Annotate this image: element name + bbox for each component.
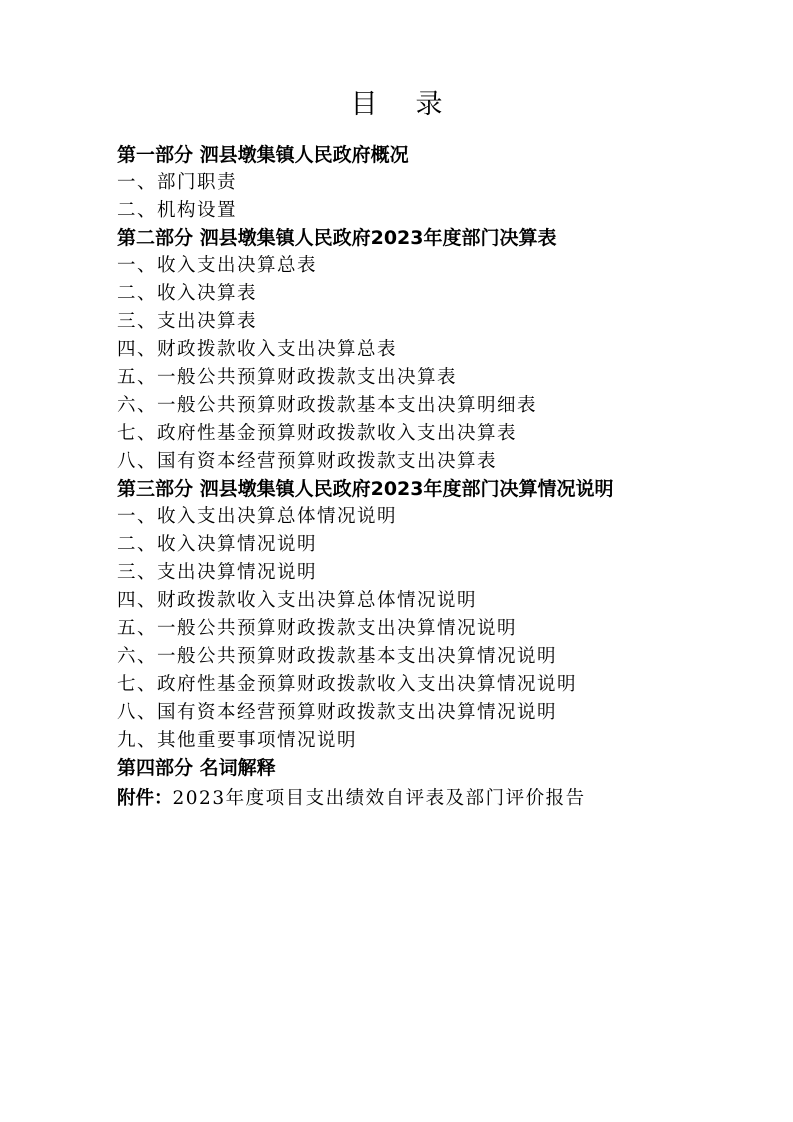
toc-item: 五、一般公共预算财政拨款支出决算情况说明	[117, 618, 518, 639]
toc-item: 五、一般公共预算财政拨款支出决算表	[117, 367, 458, 388]
toc-part-1-heading: 第一部分 泗县墩集镇人民政府概况	[117, 144, 409, 166]
toc-part-3-heading: 第三部分 泗县墩集镇人民政府2023年度部门决算情况说明	[117, 478, 614, 500]
toc-attachment	[117, 782, 677, 816]
toc-item: 三、支出决算表	[117, 311, 258, 332]
toc-item: 三、支出决算情况说明	[117, 562, 318, 583]
toc-item: 八、国有资本经营预算财政拨款支出决算表	[117, 451, 498, 472]
attachment-text: 2023年度项目支出绩效自评表及部门评价报告	[172, 788, 586, 809]
attachment-label: 附件：	[117, 788, 173, 809]
toc-item: 八、国有资本经营预算财政拨款支出决算情况说明	[117, 702, 558, 723]
toc-item: 四、财政拨款收入支出决算总体情况说明	[117, 590, 478, 611]
page-title: 目录	[350, 89, 481, 120]
toc-part-2-heading: 第二部分 泗县墩集镇人民政府2023年度部门决算表	[117, 227, 557, 249]
toc-item: 六、一般公共预算财政拨款基本支出决算情况说明	[117, 646, 558, 667]
toc-item: 一、收入支出决算总体情况说明	[117, 506, 398, 527]
toc-item: 二、收入决算表	[117, 283, 258, 304]
toc-item: 二、机构设置	[117, 200, 238, 221]
toc-item: 七、政府性基金预算财政拨款收入支出决算表	[117, 423, 518, 444]
toc-item: 九、其他重要事项情况说明	[117, 730, 358, 751]
toc-part-4-heading: 第四部分 名词解释	[117, 757, 276, 779]
toc-item: 四、财政拨款收入支出决算总表	[117, 339, 398, 360]
toc-item: 一、收入支出决算总表	[117, 255, 318, 276]
table-of-contents	[117, 142, 677, 816]
toc-item: 一、部门职责	[117, 172, 238, 193]
toc-item: 六、一般公共预算财政拨款基本支出决算明细表	[117, 395, 538, 416]
toc-item: 二、收入决算情况说明	[117, 534, 318, 555]
toc-item: 七、政府性基金预算财政拨款收入支出决算情况说明	[117, 674, 578, 695]
